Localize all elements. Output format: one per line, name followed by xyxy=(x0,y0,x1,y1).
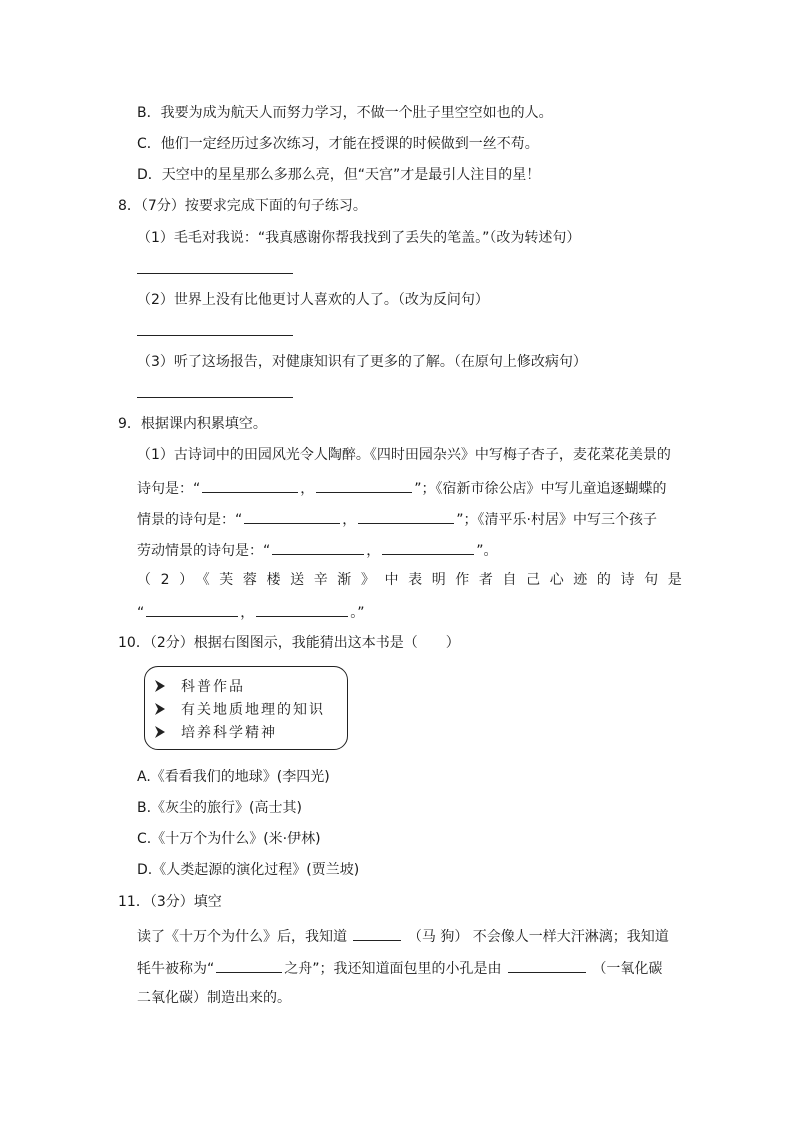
q9-blank-3[interactable] xyxy=(244,508,340,524)
q7-option-b: B．我要为成为航天人而努力学习，不做一个肚子里空空如也的人。 xyxy=(137,105,553,121)
q9-blank-5[interactable] xyxy=(272,539,364,555)
arrow-bullet-icon xyxy=(155,703,165,715)
q11-blank-1[interactable] xyxy=(353,925,401,941)
q8-sentence-3: （3）听了这场报告，对健康知识有了更多的了解。（在原句上修改病句） xyxy=(137,354,587,370)
q9-blank-4[interactable] xyxy=(358,508,454,524)
q11-line-1-text-a: 读了《十万个为什么》后，我知道 xyxy=(137,929,347,945)
q8-sentence-2: （2）世界上没有比他更讨人喜欢的人了。（改为反问句） xyxy=(137,292,489,308)
q9-line-4-text-b: ， xyxy=(366,543,381,559)
q10-clue-text-2: 有关地质地理的知识 xyxy=(181,702,325,718)
q9-line-4 xyxy=(137,539,498,561)
q11-line-1 xyxy=(137,925,669,947)
q10-option-d: D.《人类起源的演化过程》(贾兰坡) xyxy=(137,862,360,878)
q11-blank-2[interactable] xyxy=(216,957,282,973)
q11-header: 11．（3分）填空 xyxy=(118,894,222,910)
q9-line-3-text-b: ， xyxy=(342,512,357,528)
q8-answer-line-1[interactable] xyxy=(137,273,293,274)
q11-line-1-text-b: （马 狗） 不会像人一样大汗淋漓；我知道 xyxy=(407,929,669,945)
q11-line-2-text-c: （一氧化碳 xyxy=(592,961,663,977)
q11-line-2 xyxy=(137,957,662,979)
arrow-bullet-icon xyxy=(155,680,165,692)
q9-line-4-text-c: ”。 xyxy=(476,543,498,559)
q9-line-6-text-a: “ xyxy=(137,605,145,621)
q11-line-2-text-a: 牦牛被称为“ xyxy=(137,961,215,977)
q9-line-1: （1）古诗词中的田园风光令人陶醉。《四时田园杂兴》中写梅子杏子，麦花菜花美景的 xyxy=(137,447,671,463)
q11-blank-3[interactable] xyxy=(508,957,586,973)
q9-line-6-text-b: ， xyxy=(240,605,255,621)
q10-clue-box xyxy=(144,666,348,750)
q10-clue-item-2 xyxy=(155,699,325,719)
q9-line-6-text-c: 。” xyxy=(350,605,365,621)
q9-line-2-text-c: ”；《宿新市徐公店》中写儿童追逐蝴蝶的 xyxy=(414,481,667,497)
q10-option-c: C.《十万个为什么》(米·伊林) xyxy=(137,831,321,847)
q10-clue-text-1: 科普作品 xyxy=(181,679,245,695)
q10-option-a: A.《看看我们的地球》(李四光) xyxy=(137,769,330,785)
q10-option-b: B.《灰尘的旅行》(高士其) xyxy=(137,800,302,816)
arrow-bullet-icon xyxy=(155,726,165,738)
q9-line-2 xyxy=(137,477,667,499)
q9-line-3 xyxy=(137,508,657,530)
q10-clue-item-3 xyxy=(155,722,277,742)
q9-header: 9．根据课内积累填空。 xyxy=(118,416,267,432)
q9-line-6 xyxy=(137,601,365,623)
q9-blank-2[interactable] xyxy=(316,477,412,493)
q8-answer-line-3[interactable] xyxy=(137,397,293,398)
q10-clue-item-1 xyxy=(155,676,245,696)
q9-line-4-text-a: 劳动情景的诗句是：“ xyxy=(137,543,271,559)
q9-line-3-text-a: 情景的诗句是：“ xyxy=(137,512,243,528)
q8-header: 8．（7分）按要求完成下面的句子练习。 xyxy=(118,198,367,214)
q7-option-d: D．天空中的星星那么多那么亮，但“天宫”才是最引人注目的星！ xyxy=(137,167,541,183)
q8-answer-line-2[interactable] xyxy=(137,335,293,336)
q9-line-3-text-c: ”；《清平乐·村居》中写三个孩子 xyxy=(456,512,657,528)
q9-blank-1[interactable] xyxy=(202,477,298,493)
q10-clue-text-3: 培养科学精神 xyxy=(181,725,277,741)
q7-option-c: C．他们一定经历过多次练习，才能在授课的时候做到一丝不苟。 xyxy=(137,136,539,152)
q9-line-2-text-a: 诗句是：“ xyxy=(137,481,201,497)
q9-line-5: （2）《芙蓉楼送辛渐》中表明作者自己心迹的诗句是 xyxy=(137,572,692,588)
q9-blank-8[interactable] xyxy=(256,601,348,617)
q9-blank-7[interactable] xyxy=(146,601,238,617)
q11-line-3: 二氧化碳）制造出来的。 xyxy=(137,990,291,1006)
q8-sentence-1: （1）毛毛对我说：“我真感谢你帮我找到了丢失的笔盖。”（改为转述句） xyxy=(137,230,581,246)
q9-blank-6[interactable] xyxy=(382,539,474,555)
q10-header: 10．（2分）根据右图图示，我能猜出这本书是（ ） xyxy=(118,635,460,651)
q9-line-2-text-b: ， xyxy=(300,481,315,497)
q11-line-2-text-b: 之舟”；我还知道面包里的小孔是由 xyxy=(284,961,502,977)
